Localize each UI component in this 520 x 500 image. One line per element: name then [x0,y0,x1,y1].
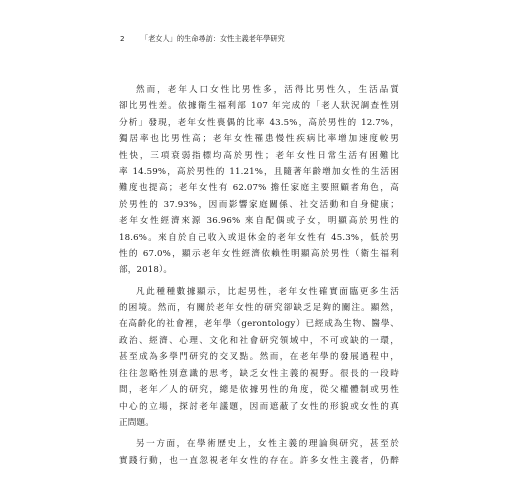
text-line: 難度也提高；老年女性有 62.07% 擔任家庭主要照顧者角色，高 [119,183,399,194]
page-number: 2 [120,34,125,43]
text-line: 獨居率也比男性高；老年女性罹患慢性疾病比率增加速度較男 [119,134,399,145]
paragraph [119,82,399,279]
text-line: 然而，老年人口女性比男性多，活得比男性久，生活品質 [136,85,399,95]
text-line: 正問題。 [119,417,154,428]
text-line: 間，老年／人的研究，總是依據男性的角度，從父權體制或男性 [119,385,399,396]
text-line: 中心的立場，探討老年議題，因而遮蔽了女性的形貌或女性的真 [119,401,399,412]
paragraph [119,284,399,432]
text-line: 18.6%。來自於自己收入或退休金的老年女性有 45.3%，低於男 [119,232,399,243]
text-line: 政治、經濟、心理、文化和社會研究領域中，不可或缺的一環， [119,335,399,346]
text-line: 率 14.59%，高於男性的 11.21%，且隨著年齡增加女性的生活困 [119,167,399,178]
text-line: 性快，三項衰弱指標均高於男性；老年女性日常生活有困難比 [119,150,399,161]
text-line: 於男性的 37.93%，因而影響家庭關係、社交活動和自身健康； [119,199,399,210]
text-line: 部，2018）。 [119,265,173,276]
text-line: 往往忽略性別意識的思考，缺乏女性主義的視野。很長的一段時 [119,368,399,379]
text-line: 分析」發現，老年女性喪偶的比率 43.5%，高於男性的 12.7%， [119,117,399,128]
text-line: 凡此種種數據顯示，比起男性，老年女性確實面臨更多生活 [136,286,399,297]
text-line: 另一方面，在學術歷史上，女性主義的理論與研究，甚至於 [136,439,399,450]
book-title: 「老女人」的生命尋訪：女性主義老年學研究 [140,34,285,43]
text-line: 甚至成為多學門研究的交叉點。然而，在老年學的發展過程中， [119,352,399,363]
body-text [119,82,399,469]
text-line: 實踐行動，也一直忽視老年女性的存在。許多女性主義者，仍醉 [119,455,399,466]
text-line: 在高齡化的社會裡，老年學（gerontology）已經成為生物、醫學、 [119,319,399,330]
text-line: 老年女性經濟來源 36.96% 來自配偶或子女，明顯高於男性的 [119,216,399,227]
paragraph [119,436,399,469]
text-line: 的困境。然而，有關於老年女性的研究卻缺乏足夠的關注。顯然， [119,303,399,314]
text-line: 性的 67.0%，顯示老年女性經濟依賴性明顯高於男性（衛生福利 [119,249,399,260]
text-line: 卻比男性差。依據衛生福利部 107 年完成的「老人狀況調查性別 [119,101,399,112]
running-header [120,34,285,44]
